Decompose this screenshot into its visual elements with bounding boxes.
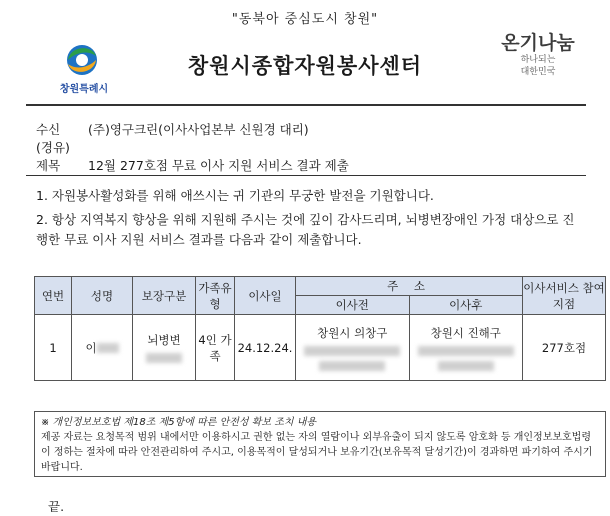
body-paragraph-2: 2. 항상 지역복지 향상을 위해 지원해 주시는 것에 깊이 감사드리며, 뇌병변장애인 가정 대상으로 진행한 무료 이사 지원 서비스 결과를 다음과 같이 제출합니다. [36,212,575,247]
subject-value: 12월 277호점 무료 이사 지원 서비스 결과 제출 [88,158,349,173]
redaction-blur [418,346,514,356]
privacy-notice-title: ※ 개인정보보호법 제18조 제5항에 따른 안전성 확보 조치 내용 [41,417,317,428]
header-divider [26,104,586,106]
privacy-notice [34,411,606,477]
col-before: 이사전 [296,296,410,315]
cell-after-text: 창원시 진해구 [430,325,501,340]
cell-category [133,315,196,381]
col-store: 이사서비스 참여지점 [523,277,606,315]
cell-category-text: 뇌병변 [147,333,181,348]
cell-name [72,315,133,381]
cell-before-text: 창원시 의창구 [317,325,388,340]
redaction-blur [146,353,182,363]
col-name: 성명 [72,277,133,315]
cell-after [409,315,523,381]
left-logo-caption: 창원특례시 [59,84,109,95]
recipient-value: (주)영구크린(이사사업본부 신원경 대리) [88,122,309,137]
via-line [36,138,70,156]
closing-mark: 끝. [48,499,65,514]
privacy-notice-text: 제공 자료는 요청목적 범위 내에서만 이용하시고 권한 없는 자의 열람이나 외부유출이 되지 않도록 암호화 등 개인정보보호법령이 정하는 절차에 따라 안전관리하여 주시고, 이용목적이 달성되거나 보유기간(보유목적 달성기간)이 경과하면 파기하여 주시기 바랍니다. [41,432,593,473]
col-address: 주 소 [296,277,523,296]
col-date: 이사일 [235,277,296,315]
redaction-blur [304,346,400,356]
cell-name-text: 이 [85,340,97,355]
subject-line [36,156,349,174]
cell-date: 24.12.24. [235,315,296,381]
cell-household: 4인 가족 [196,315,235,381]
page-title: 창원시종합자원봉사센터 [187,54,423,78]
recipient-line [36,120,309,138]
cell-before [296,315,410,381]
cell-no: 1 [35,315,72,381]
volunteer-slogan-logo [498,32,578,96]
redaction-blur [438,361,494,371]
recipient-label: 수신 [36,122,61,137]
redaction-blur [97,343,119,353]
body-paragraph-1: 1. 자원봉사활성화를 위해 애쓰시는 귀 기관의 무궁한 발전을 기원합니다. [36,188,434,203]
slogan: "동북아 중심도시 창원" [231,12,379,27]
right-logo-line-3: 대한민국 [520,67,556,77]
subject-label: 제목 [36,158,61,173]
col-after: 이사후 [409,296,523,315]
col-category: 보장구분 [133,277,196,315]
moving-service-table [34,276,606,381]
redaction-blur [319,361,385,371]
via-label: (경유) [36,140,70,155]
col-no: 연번 [35,277,72,315]
right-logo-line-1: 온기나눔 [501,32,575,54]
col-household: 가족유형 [196,277,235,315]
subject-divider [26,175,586,176]
table-row [35,315,606,381]
cell-store: 277호점 [523,315,606,381]
right-logo-line-2: 하나되는 [520,55,556,65]
